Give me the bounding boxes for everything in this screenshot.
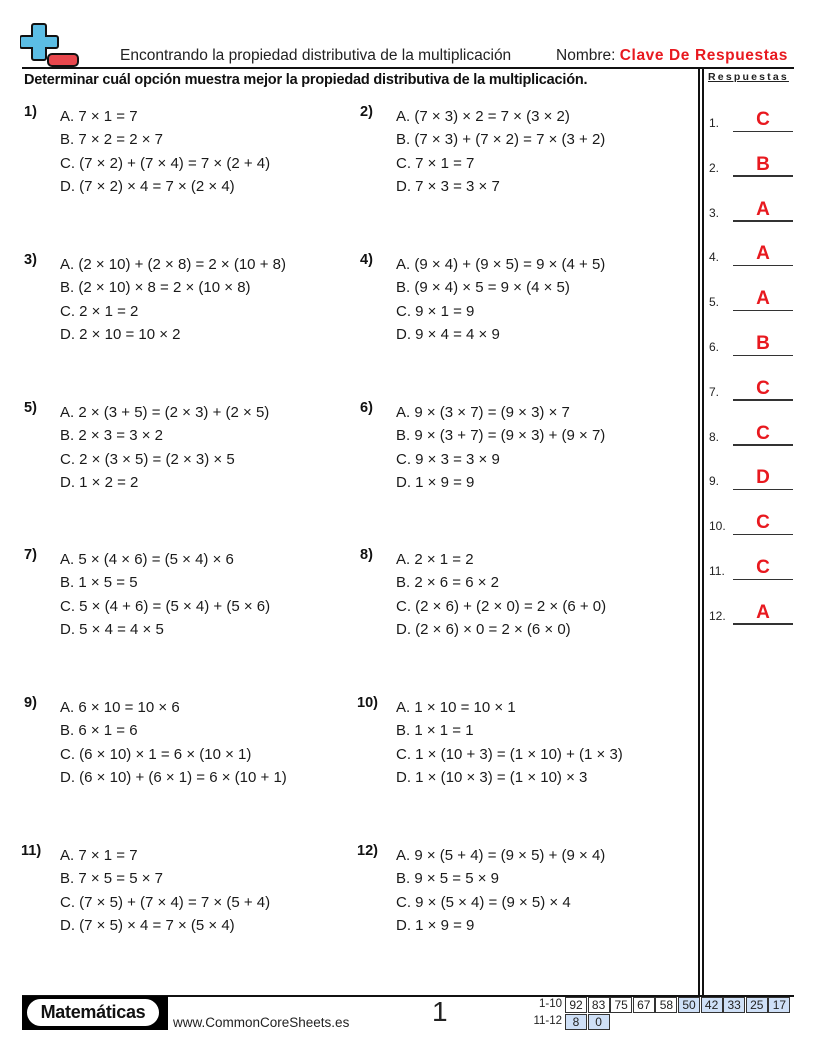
answer-number: 1. [709, 116, 720, 130]
instructions: Determinar cuál opción muestra mejor la propiedad distributiva de la multiplicación. [24, 72, 588, 88]
choice-d: D. (2 × 6) × 0 = 2 × (6 × 0) [396, 620, 571, 638]
choice-a: A. 1 × 10 = 10 × 1 [396, 699, 516, 716]
answer-value: C [756, 109, 770, 130]
choice-d: D. 2 × 10 = 10 × 2 [60, 325, 181, 343]
choice-c: C. 2 × 1 = 2 [60, 302, 139, 320]
answer-row [709, 462, 793, 490]
score-cell: 17 [768, 997, 790, 1013]
problem-number: 3) [24, 252, 37, 268]
choice-a: A. 9 × (5 + 4) = (9 × 5) + (9 × 4) [396, 847, 606, 864]
choice-b: B. (2 × 10) × 8 = 2 × (10 × 8) [60, 279, 251, 297]
answer-value: A [756, 288, 770, 310]
choice-d: D. (7 × 2) × 4 = 7 × (2 × 4) [60, 177, 235, 195]
choice-d: D. 7 × 3 = 3 × 7 [396, 177, 500, 195]
problem-number: 1) [24, 104, 37, 120]
choice-d: D. 1 × 2 = 2 [60, 473, 139, 491]
score-cell: 33 [723, 997, 745, 1013]
choice-c: C. (7 × 5) + (7 × 4) = 7 × (5 + 4) [60, 893, 271, 911]
answer-row [709, 418, 793, 446]
plus-minus-logo-icon [20, 22, 80, 68]
choice-a: A. 6 × 10 = 10 × 6 [60, 699, 180, 716]
header-divider [22, 67, 794, 69]
score-cell: 92 [565, 997, 587, 1013]
choice-b: B. 1 × 1 = 1 [396, 722, 474, 740]
score-cell: 83 [588, 997, 610, 1013]
answer-value: C [756, 422, 770, 444]
choice-b: B. 9 × 5 = 5 × 9 [396, 870, 499, 888]
choice-c: C. 5 × (4 + 6) = (5 × 4) + (5 × 6) [60, 597, 271, 615]
choice-b: B. 2 × 3 = 3 × 2 [60, 427, 163, 445]
answer-row [709, 238, 793, 266]
choice-b: B. 6 × 1 = 6 [60, 722, 138, 740]
choice-d: D. 1 × (10 × 3) = (1 × 10) × 3 [396, 768, 588, 786]
answer-row [709, 552, 793, 580]
problem-number: 12) [357, 843, 378, 859]
answer-value: A [756, 601, 770, 623]
choice-c: C. (7 × 2) + (7 × 4) = 7 × (2 + 4) [60, 154, 271, 172]
answer-number: 5. [709, 295, 720, 310]
answer-number: 9. [709, 474, 720, 489]
score-cell: 58 [655, 997, 677, 1013]
answer-panel-title: Respuestas [708, 71, 789, 83]
choice-b: B. 9 × (3 + 7) = (9 × 3) + (9 × 7) [396, 427, 606, 445]
score-cell: 75 [610, 997, 632, 1013]
answer-value: B [756, 333, 770, 354]
problem-number: 5) [24, 400, 37, 416]
choice-c: C. (2 × 6) + (2 × 0) = 2 × (6 + 0) [396, 597, 607, 615]
choice-b: B. (7 × 3) + (7 × 2) = 7 × (3 + 2) [396, 131, 606, 149]
name-label: Nombre: [556, 47, 616, 64]
problem-number: 9) [24, 695, 37, 711]
problem-number: 7) [24, 547, 37, 563]
problem-number: 6) [360, 400, 373, 416]
choice-a: A. 2 × 1 = 2 [396, 551, 474, 568]
choice-c: C. 2 × (3 × 5) = (2 × 3) × 5 [60, 450, 235, 468]
choice-c: C. 1 × (10 + 3) = (1 × 10) + (1 × 3) [396, 745, 623, 763]
answer-panel-divider [698, 68, 700, 996]
answer-number: 8. [709, 429, 720, 444]
answer-value: C [756, 512, 770, 534]
answer-row [709, 507, 793, 535]
answer-number: 12. [709, 608, 726, 623]
name-field [556, 47, 788, 65]
score-cell: 67 [633, 997, 655, 1013]
answer-number: 2. [709, 160, 720, 175]
choice-b: B. 7 × 5 = 5 × 7 [60, 870, 163, 888]
choice-a: A. (2 × 10) + (2 × 8) = 2 × (10 + 8) [60, 256, 286, 273]
choice-d: D. 9 × 4 = 4 × 9 [396, 325, 500, 343]
answer-row [709, 194, 793, 222]
score-row-label: 11-12 [533, 1015, 562, 1027]
score-cell: 0 [588, 1014, 610, 1030]
choice-d: D. (6 × 10) + (6 × 1) = 6 × (10 + 1) [60, 768, 287, 786]
name-value: Clave De Respuestas [619, 47, 788, 64]
answer-panel-divider-2 [702, 68, 704, 996]
score-cell: 42 [701, 997, 723, 1013]
brand-label: Matemáticas [27, 999, 159, 1026]
choice-c: C. 7 × 1 = 7 [396, 154, 475, 172]
problem-number: 4) [360, 252, 373, 268]
choice-a: A. 2 × (3 + 5) = (2 × 3) + (2 × 5) [60, 404, 270, 421]
choice-b: B. 7 × 2 = 2 × 7 [60, 131, 163, 149]
answer-row [709, 328, 793, 356]
worksheet-title: Encontrando la propiedad distributiva de la multiplicación [120, 47, 512, 64]
answer-number: 10. [709, 519, 726, 534]
choice-a: A. 5 × (4 × 6) = (5 × 4) × 6 [60, 551, 234, 568]
brand-badge [22, 996, 168, 1030]
choice-b: B. (9 × 4) × 5 = 9 × (4 × 5) [396, 279, 570, 297]
answer-value: C [756, 557, 770, 578]
answer-row [709, 283, 793, 311]
choice-a: A. (9 × 4) + (9 × 5) = 9 × (4 + 5) [396, 256, 606, 273]
score-row-label: 1-10 [538, 998, 562, 1010]
choice-c: C. 9 × 3 = 3 × 9 [396, 450, 500, 468]
choice-b: B. 1 × 5 = 5 [60, 574, 138, 592]
choice-c: C. (6 × 10) × 1 = 6 × (10 × 1) [60, 745, 252, 763]
answer-value: A [756, 198, 770, 220]
answer-value: B [756, 153, 770, 175]
page-number: 1 [432, 996, 448, 1027]
choice-d: D. 1 × 9 = 9 [396, 916, 475, 934]
answer-number: 3. [709, 205, 720, 220]
answer-value: A [756, 243, 770, 265]
choice-a: A. 7 × 1 = 7 [60, 108, 138, 125]
choice-c: C. 9 × 1 = 9 [396, 302, 475, 320]
site-url: www.CommonCoreSheets.es [173, 1015, 350, 1030]
score-cell: 50 [678, 997, 700, 1013]
answer-value: D [756, 467, 770, 489]
score-cell: 8 [565, 1014, 587, 1030]
answer-row [709, 104, 793, 132]
choice-a: A. 7 × 1 = 7 [60, 847, 138, 864]
choice-d: D. 1 × 9 = 9 [396, 473, 475, 491]
problem-number: 11) [21, 843, 42, 859]
answer-value: C [756, 377, 770, 399]
choice-a: A. (7 × 3) × 2 = 7 × (3 × 2) [396, 108, 570, 125]
score-cell: 25 [746, 997, 768, 1013]
answer-row [709, 373, 793, 401]
answer-row [709, 149, 793, 177]
answer-number: 11. [709, 564, 725, 578]
problem-number: 2) [360, 104, 373, 120]
choice-c: C. 9 × (5 × 4) = (9 × 5) × 4 [396, 893, 571, 911]
choice-d: D. 5 × 4 = 4 × 5 [60, 620, 164, 638]
choice-a: A. 9 × (3 × 7) = (9 × 3) × 7 [396, 404, 570, 421]
answer-number: 7. [709, 384, 720, 399]
choice-b: B. 2 × 6 = 6 × 2 [396, 574, 499, 592]
answer-number: 4. [709, 250, 720, 265]
choice-d: D. (7 × 5) × 4 = 7 × (5 × 4) [60, 916, 235, 934]
answer-row [709, 597, 793, 625]
answer-number: 6. [709, 340, 720, 354]
problem-number: 10) [357, 695, 378, 711]
problem-number: 8) [360, 547, 373, 563]
